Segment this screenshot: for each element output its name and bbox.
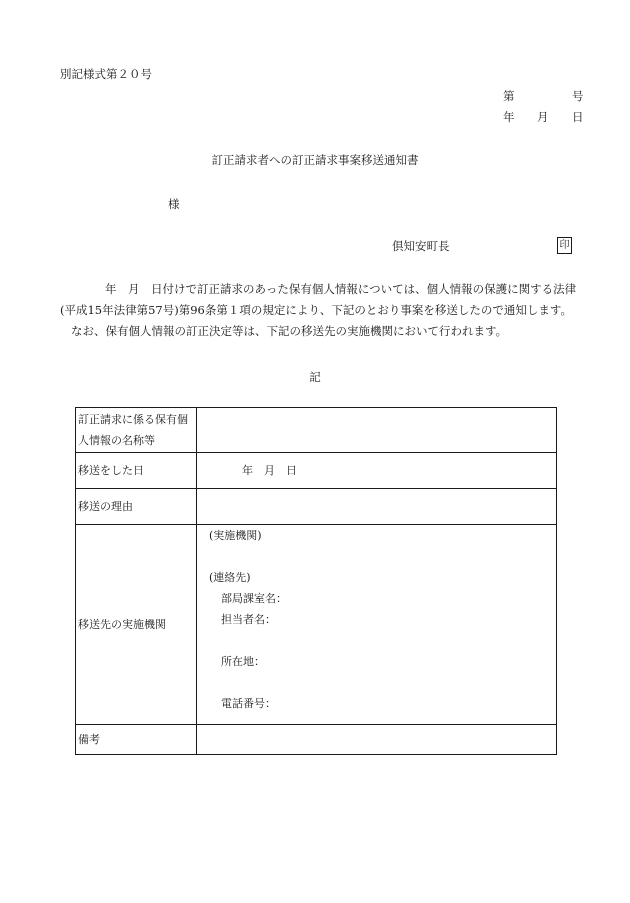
spacer [199, 672, 554, 693]
table-row [76, 489, 557, 525]
transfer-date-label: 移送をした日 [76, 453, 197, 489]
transfer-date-value: 年 月 日 [197, 453, 557, 489]
destination-agency-value [197, 525, 557, 725]
transfer-reason-label: 移送の理由 [76, 489, 197, 525]
date-year-label: 年 [503, 110, 515, 124]
notice-paragraph-2: なお、保有個人情報の訂正決定等は、下記の移送先の実施機関において行われます。 [71, 324, 508, 338]
spacer [199, 546, 554, 567]
seal-mark: 印 [557, 237, 572, 254]
recipient-honorific: 様 [168, 197, 180, 211]
info-name-value [197, 408, 557, 453]
address-label: 所在地： [221, 655, 265, 668]
date-day-label: 日 [572, 110, 584, 124]
table-row [76, 525, 557, 725]
phone-number-label: 電話番号： [221, 697, 276, 710]
document-number-suffix: 号 [572, 89, 584, 103]
department-label: 部局課室名： [221, 592, 287, 605]
transfer-details-table [75, 407, 557, 755]
form-number: 別記様式第２０号 [60, 67, 152, 81]
contact-label: (連絡先) [209, 571, 251, 584]
ki-heading: 記 [309, 370, 321, 384]
person-in-charge-label: 担当者名： [221, 613, 276, 626]
document-title: 訂正請求者への訂正請求事案移送通知書 [211, 153, 419, 167]
issuer-name: 倶知安町長 [392, 239, 450, 253]
remarks-label: 備考 [76, 725, 197, 755]
remarks-value [197, 725, 557, 755]
spacer [199, 630, 554, 651]
info-name-label: 訂正請求に係る保有個人情報の名称等 [76, 408, 197, 453]
agency-name-label: (実施機関) [209, 529, 262, 542]
destination-agency-label: 移送先の実施機関 [76, 525, 197, 725]
table-row [76, 408, 557, 453]
table-row [76, 453, 557, 489]
date-month-label: 月 [537, 110, 549, 124]
notice-body [60, 279, 590, 342]
document-number-prefix: 第 [503, 89, 515, 103]
transfer-reason-value [197, 489, 557, 525]
notice-paragraph-1: 年 月 日付けで訂正請求のあった保有個人情報については、個人情報の保護に関する法律(平成15年法律第57号)第96条第１項の規定により、下記のとおり事案を移送したので通知します。 [60, 282, 577, 317]
table-row [76, 725, 557, 755]
